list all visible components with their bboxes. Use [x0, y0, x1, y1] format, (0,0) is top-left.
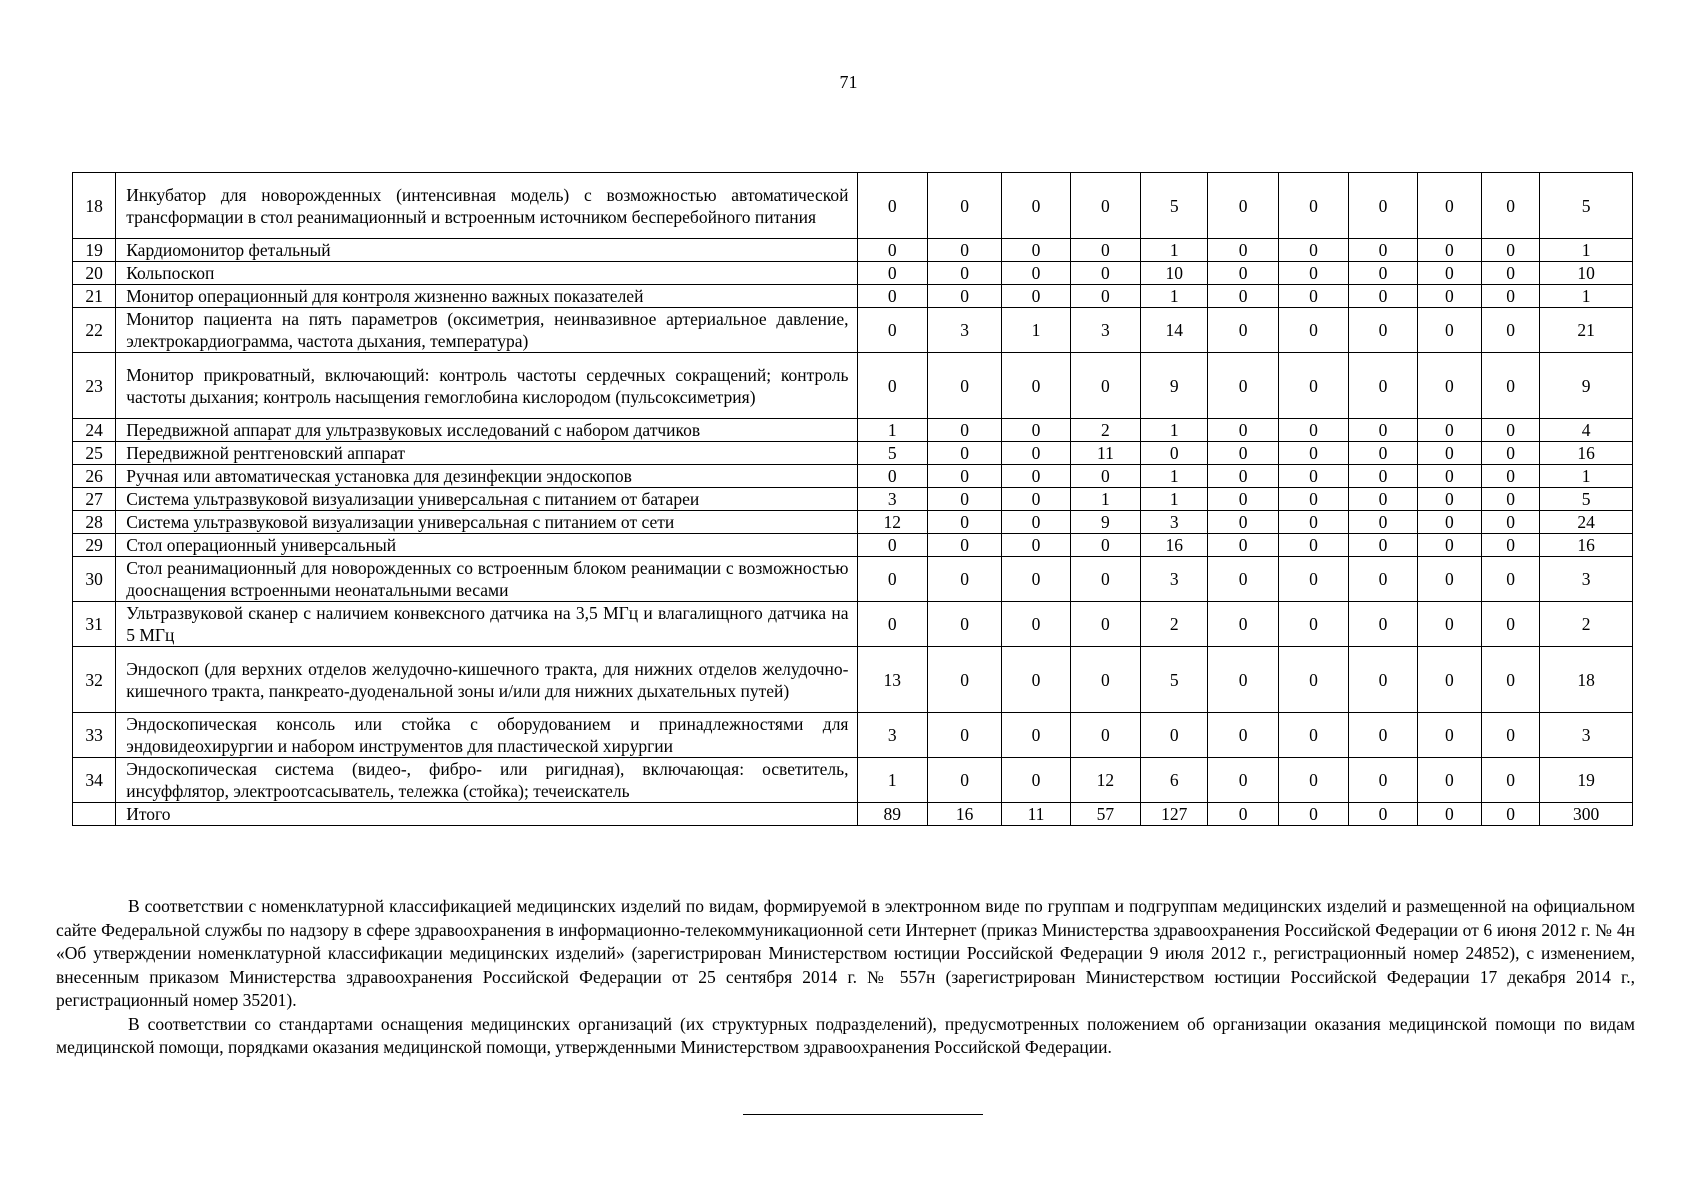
footnotes [56, 895, 1635, 1060]
quantity-cell: 0 [1482, 419, 1540, 442]
row-total-cell: 4 [1540, 419, 1633, 442]
quantity-cell: 16 [927, 803, 1001, 826]
table-row [73, 602, 1633, 647]
row-total-cell: 5 [1540, 488, 1633, 511]
page-number: 71 [839, 72, 858, 92]
row-total-cell: 3 [1540, 557, 1633, 602]
device-name: Кардиомонитор фетальный [116, 239, 857, 262]
row-number: 18 [73, 173, 116, 239]
quantity-cell: 0 [1417, 262, 1481, 285]
table-row [73, 465, 1633, 488]
row-total-cell: 18 [1540, 647, 1633, 713]
quantity-cell: 0 [1278, 308, 1348, 353]
quantity-cell: 0 [1208, 647, 1278, 713]
row-number: 32 [73, 647, 116, 713]
quantity-cell: 0 [1278, 285, 1348, 308]
row-number: 19 [73, 239, 116, 262]
quantity-cell: 0 [1208, 353, 1278, 419]
row-number: 24 [73, 419, 116, 442]
quantity-cell: 0 [1482, 353, 1540, 419]
quantity-cell: 0 [1278, 758, 1348, 803]
table-row [73, 647, 1633, 713]
device-name: Ручная или автоматическая установка для дезинфекции эндоскопов [116, 465, 857, 488]
quantity-cell: 0 [1482, 511, 1540, 534]
quantity-cell: 0 [1417, 419, 1481, 442]
row-total-cell: 21 [1540, 308, 1633, 353]
quantity-cell: 11 [1070, 442, 1140, 465]
row-number: 30 [73, 557, 116, 602]
quantity-cell: 0 [1417, 308, 1481, 353]
quantity-cell: 0 [1070, 239, 1140, 262]
quantity-cell: 0 [1349, 557, 1417, 602]
quantity-cell: 0 [1417, 803, 1481, 826]
quantity-cell: 1 [1141, 465, 1208, 488]
quantity-cell: 0 [1208, 173, 1278, 239]
quantity-cell: 0 [1002, 758, 1070, 803]
total-label: Итого [116, 803, 857, 826]
quantity-cell: 0 [1482, 647, 1540, 713]
quantity-cell: 0 [1208, 803, 1278, 826]
quantity-cell: 16 [1141, 534, 1208, 557]
quantity-cell: 2 [1070, 419, 1140, 442]
footnote-paragraph: В соответствии с номенклатурной классификацией медицинских изделий по видам, формируемой в электронном виде по группам и подгруппам медицинских изделий и размещенной на официальном сайте Федеральной службы по надзору в сфере здравоохранения в информационно-телекоммуникационной сети Интернет (приказ Министерства здравоохранения Российской Федерации от 6 июня 2012 г. № 4н «Об утверждении номенклатурной классификации медицинских изделий» (зарегистрирован Министерством юстиции Российской Федерации 9 июля 2012 г., регистрационный номер 24852), с изменением, внесенным приказом Министерства здравоохранения Российской Федерации от 25 сентября 2014 г. № 557н (зарегистрирован Министерством юстиции Российской Федерации 17 декабря 2014 г., регистрационный номер 35201). [56, 896, 1635, 1010]
quantity-cell: 1 [1141, 488, 1208, 511]
quantity-cell: 0 [1208, 308, 1278, 353]
quantity-cell: 0 [1417, 758, 1481, 803]
quantity-cell: 0 [1002, 602, 1070, 647]
equipment-table [72, 172, 1633, 826]
quantity-cell: 0 [1278, 239, 1348, 262]
quantity-cell: 127 [1141, 803, 1208, 826]
quantity-cell: 0 [1417, 557, 1481, 602]
quantity-cell: 0 [1070, 713, 1140, 758]
quantity-cell: 0 [927, 534, 1001, 557]
quantity-cell: 0 [1349, 262, 1417, 285]
quantity-cell: 0 [927, 713, 1001, 758]
quantity-cell: 0 [1417, 602, 1481, 647]
quantity-cell: 0 [857, 262, 927, 285]
quantity-cell: 3 [1141, 557, 1208, 602]
row-number: 31 [73, 602, 116, 647]
quantity-cell: 0 [1208, 285, 1278, 308]
device-name: Передвижной рентгеновский аппарат [116, 442, 857, 465]
footnote-paragraph: В соответствии со стандартами оснащения медицинских организаций (их структурных подразделений), предусмотренных положением об организации оказания медицинской помощи по видам медицинской помощи, порядками оказания медицинской помощи, утвержденными Министерством здравоохранения Российской Федерации. [56, 1013, 1635, 1057]
quantity-cell: 0 [927, 173, 1001, 239]
quantity-cell: 0 [1482, 803, 1540, 826]
table-row [73, 534, 1633, 557]
quantity-cell: 0 [1349, 803, 1417, 826]
quantity-cell: 0 [1002, 647, 1070, 713]
quantity-cell: 0 [857, 173, 927, 239]
quantity-cell: 1 [1141, 239, 1208, 262]
row-total-cell: 2 [1540, 602, 1633, 647]
quantity-cell: 0 [1349, 465, 1417, 488]
quantity-cell: 1 [857, 758, 927, 803]
quantity-cell: 0 [1482, 308, 1540, 353]
device-name: Монитор прикроватный, включающий: контроль частоты сердечных сокращений; контроль частоты дыхания; контроль насыщения гемоглобина кислородом (пульсоксиметрия) [116, 353, 857, 419]
quantity-cell: 0 [927, 285, 1001, 308]
quantity-cell: 0 [1002, 488, 1070, 511]
quantity-cell: 0 [1417, 442, 1481, 465]
table-body [73, 173, 1633, 826]
quantity-cell: 0 [1208, 713, 1278, 758]
table-row [73, 285, 1633, 308]
device-name: Эндоскопическая консоль или стойка с оборудованием и принадлежностями для эндовидеохирургии и набором инструментов для пластической хирургии [116, 713, 857, 758]
quantity-cell: 0 [1278, 419, 1348, 442]
device-name: Инкубатор для новорожденных (интенсивная модель) с возможностью автоматической трансформации в стол реанимационный и встроенным источником бесперебойного питания [116, 173, 857, 239]
quantity-cell: 0 [1278, 647, 1348, 713]
quantity-cell: 0 [1002, 262, 1070, 285]
quantity-cell: 0 [1482, 488, 1540, 511]
quantity-cell: 0 [1002, 285, 1070, 308]
quantity-cell: 0 [1208, 239, 1278, 262]
row-number [73, 803, 116, 826]
row-number: 29 [73, 534, 116, 557]
quantity-cell: 13 [857, 647, 927, 713]
quantity-cell: 0 [1349, 442, 1417, 465]
quantity-cell: 0 [1002, 239, 1070, 262]
quantity-cell: 0 [1141, 713, 1208, 758]
quantity-cell: 0 [1482, 285, 1540, 308]
table-row [73, 442, 1633, 465]
quantity-cell: 0 [1349, 419, 1417, 442]
quantity-cell: 1 [857, 419, 927, 442]
table-row [73, 173, 1633, 239]
quantity-cell: 0 [1002, 442, 1070, 465]
quantity-cell: 0 [1278, 803, 1348, 826]
quantity-cell: 0 [1482, 758, 1540, 803]
row-number: 22 [73, 308, 116, 353]
quantity-cell: 0 [927, 419, 1001, 442]
device-name: Стол реанимационный для новорожденных со встроенным блоком реанимации с возможностью дооснащения встроенными неонатальными весами [116, 557, 857, 602]
table-row [73, 511, 1633, 534]
row-total-cell: 1 [1540, 465, 1633, 488]
quantity-cell: 0 [1278, 173, 1348, 239]
row-total-cell: 300 [1540, 803, 1633, 826]
quantity-cell: 0 [1482, 262, 1540, 285]
quantity-cell: 0 [1349, 488, 1417, 511]
row-total-cell: 16 [1540, 442, 1633, 465]
quantity-cell: 0 [1482, 442, 1540, 465]
table-row [73, 758, 1633, 803]
quantity-cell: 0 [1002, 713, 1070, 758]
quantity-cell: 1 [1141, 285, 1208, 308]
quantity-cell: 3 [857, 713, 927, 758]
row-total-cell: 5 [1540, 173, 1633, 239]
quantity-cell: 14 [1141, 308, 1208, 353]
table-row [73, 262, 1633, 285]
quantity-cell: 0 [1417, 173, 1481, 239]
quantity-cell: 0 [1141, 442, 1208, 465]
quantity-cell: 57 [1070, 803, 1140, 826]
quantity-cell: 0 [1349, 239, 1417, 262]
quantity-cell: 0 [927, 511, 1001, 534]
quantity-cell: 0 [1208, 758, 1278, 803]
quantity-cell: 0 [1349, 511, 1417, 534]
quantity-cell: 0 [1278, 713, 1348, 758]
quantity-cell: 1 [1141, 419, 1208, 442]
quantity-cell: 0 [1349, 602, 1417, 647]
quantity-cell: 0 [1070, 465, 1140, 488]
quantity-cell: 0 [1278, 511, 1348, 534]
device-name: Монитор пациента на пять параметров (оксиметрия, неинвазивное артериальное давление, электрокардиограмма, частота дыхания, температура) [116, 308, 857, 353]
quantity-cell: 0 [1002, 173, 1070, 239]
quantity-cell: 0 [1417, 465, 1481, 488]
device-name: Эндоскопическая система (видео-, фибро- или ригидная), включающая: осветитель, инсуффлятор, электроотсасыватель, тележка (стойка); течеискатель [116, 758, 857, 803]
quantity-cell: 0 [1417, 285, 1481, 308]
quantity-cell: 0 [927, 488, 1001, 511]
device-name: Система ультразвуковой визуализации универсальная с питанием от сети [116, 511, 857, 534]
row-total-cell: 24 [1540, 511, 1633, 534]
quantity-cell: 0 [927, 465, 1001, 488]
table-row [73, 239, 1633, 262]
device-name: Передвижной аппарат для ультразвуковых исследований с набором датчиков [116, 419, 857, 442]
quantity-cell: 0 [1349, 647, 1417, 713]
quantity-cell: 0 [1482, 534, 1540, 557]
row-number: 34 [73, 758, 116, 803]
quantity-cell: 89 [857, 803, 927, 826]
row-number: 21 [73, 285, 116, 308]
row-number: 28 [73, 511, 116, 534]
quantity-cell: 0 [1482, 602, 1540, 647]
quantity-cell: 0 [1417, 353, 1481, 419]
quantity-cell: 0 [927, 239, 1001, 262]
quantity-cell: 0 [857, 602, 927, 647]
row-number: 26 [73, 465, 116, 488]
quantity-cell: 0 [1482, 713, 1540, 758]
quantity-cell: 3 [1070, 308, 1140, 353]
table-row [73, 308, 1633, 353]
row-total-cell: 1 [1540, 239, 1633, 262]
quantity-cell: 0 [1417, 488, 1481, 511]
quantity-cell: 0 [857, 285, 927, 308]
quantity-cell: 0 [1070, 353, 1140, 419]
quantity-cell: 11 [1002, 803, 1070, 826]
device-name: Система ультразвуковой визуализации универсальная с питанием от батареи [116, 488, 857, 511]
quantity-cell: 0 [1070, 647, 1140, 713]
quantity-cell: 0 [1349, 353, 1417, 419]
quantity-cell: 0 [1349, 308, 1417, 353]
row-number: 25 [73, 442, 116, 465]
quantity-cell: 0 [927, 557, 1001, 602]
quantity-cell: 0 [1002, 534, 1070, 557]
quantity-cell: 6 [1141, 758, 1208, 803]
quantity-cell: 0 [1002, 419, 1070, 442]
quantity-cell: 0 [927, 442, 1001, 465]
quantity-cell: 0 [1349, 713, 1417, 758]
quantity-cell: 1 [1070, 488, 1140, 511]
quantity-cell: 0 [857, 308, 927, 353]
quantity-cell: 2 [1141, 602, 1208, 647]
quantity-cell: 0 [927, 353, 1001, 419]
quantity-cell: 0 [1417, 239, 1481, 262]
quantity-cell: 0 [1278, 465, 1348, 488]
quantity-cell: 3 [1141, 511, 1208, 534]
quantity-cell: 0 [857, 239, 927, 262]
quantity-cell: 10 [1141, 262, 1208, 285]
quantity-cell: 12 [1070, 758, 1140, 803]
quantity-cell: 0 [1482, 239, 1540, 262]
device-name: Ультразвуковой сканер с наличием конвексного датчика на 3,5 МГц и влагалищного датчика на 5 МГц [116, 602, 857, 647]
quantity-cell: 5 [1141, 647, 1208, 713]
quantity-cell: 0 [1208, 511, 1278, 534]
quantity-cell: 0 [1208, 419, 1278, 442]
quantity-cell: 0 [927, 262, 1001, 285]
row-total-cell: 3 [1540, 713, 1633, 758]
quantity-cell: 0 [927, 602, 1001, 647]
quantity-cell: 0 [1349, 285, 1417, 308]
row-number: 27 [73, 488, 116, 511]
end-rule [743, 1114, 983, 1115]
table-row [73, 488, 1633, 511]
quantity-cell: 3 [927, 308, 1001, 353]
device-name: Монитор операционный для контроля жизненно важных показателей [116, 285, 857, 308]
quantity-cell: 0 [1002, 557, 1070, 602]
quantity-cell: 0 [1278, 557, 1348, 602]
quantity-cell: 0 [1278, 353, 1348, 419]
quantity-cell: 0 [1349, 173, 1417, 239]
quantity-cell: 0 [1070, 173, 1140, 239]
quantity-cell: 0 [1278, 488, 1348, 511]
row-number: 33 [73, 713, 116, 758]
row-total-cell: 16 [1540, 534, 1633, 557]
row-number: 20 [73, 262, 116, 285]
quantity-cell: 0 [857, 557, 927, 602]
device-name: Эндоскоп (для верхних отделов желудочно-кишечного тракта, для нижних отделов желудочно-кишечного тракта, панкреато-дуоденальной зоны и/или для нижних дыхательных путей) [116, 647, 857, 713]
quantity-cell: 0 [857, 534, 927, 557]
row-number: 23 [73, 353, 116, 419]
device-name: Кольпоскоп [116, 262, 857, 285]
quantity-cell: 0 [1208, 262, 1278, 285]
quantity-cell: 0 [857, 465, 927, 488]
quantity-cell: 0 [1002, 465, 1070, 488]
quantity-cell: 0 [1208, 557, 1278, 602]
quantity-cell: 0 [1349, 534, 1417, 557]
quantity-cell: 0 [1482, 557, 1540, 602]
quantity-cell: 1 [1002, 308, 1070, 353]
quantity-cell: 0 [1208, 488, 1278, 511]
quantity-cell: 0 [1208, 465, 1278, 488]
table-row [73, 713, 1633, 758]
row-total-cell: 19 [1540, 758, 1633, 803]
quantity-cell: 0 [857, 353, 927, 419]
quantity-cell: 0 [1002, 353, 1070, 419]
quantity-cell: 0 [927, 758, 1001, 803]
quantity-cell: 0 [1070, 557, 1140, 602]
quantity-cell: 3 [857, 488, 927, 511]
quantity-cell: 0 [1208, 602, 1278, 647]
row-total-cell: 10 [1540, 262, 1633, 285]
quantity-cell: 0 [1278, 602, 1348, 647]
quantity-cell: 0 [1417, 511, 1481, 534]
quantity-cell: 0 [1070, 285, 1140, 308]
quantity-cell: 0 [927, 647, 1001, 713]
quantity-cell: 0 [1482, 465, 1540, 488]
quantity-cell: 9 [1070, 511, 1140, 534]
quantity-cell: 0 [1208, 442, 1278, 465]
quantity-cell: 0 [1278, 262, 1348, 285]
table-row [73, 419, 1633, 442]
total-row [73, 803, 1633, 826]
quantity-cell: 0 [1278, 442, 1348, 465]
quantity-cell: 5 [857, 442, 927, 465]
quantity-cell: 0 [1417, 713, 1481, 758]
table-row [73, 353, 1633, 419]
device-name: Стол операционный универсальный [116, 534, 857, 557]
quantity-cell: 0 [1208, 534, 1278, 557]
quantity-cell: 0 [1070, 602, 1140, 647]
quantity-cell: 9 [1141, 353, 1208, 419]
quantity-cell: 0 [1349, 758, 1417, 803]
row-total-cell: 9 [1540, 353, 1633, 419]
quantity-cell: 0 [1070, 534, 1140, 557]
quantity-cell: 0 [1002, 511, 1070, 534]
row-total-cell: 1 [1540, 285, 1633, 308]
table-row [73, 557, 1633, 602]
quantity-cell: 0 [1417, 534, 1481, 557]
quantity-cell: 5 [1141, 173, 1208, 239]
quantity-cell: 0 [1278, 534, 1348, 557]
quantity-cell: 0 [1482, 173, 1540, 239]
quantity-cell: 12 [857, 511, 927, 534]
quantity-cell: 0 [1417, 647, 1481, 713]
quantity-cell: 0 [1070, 262, 1140, 285]
